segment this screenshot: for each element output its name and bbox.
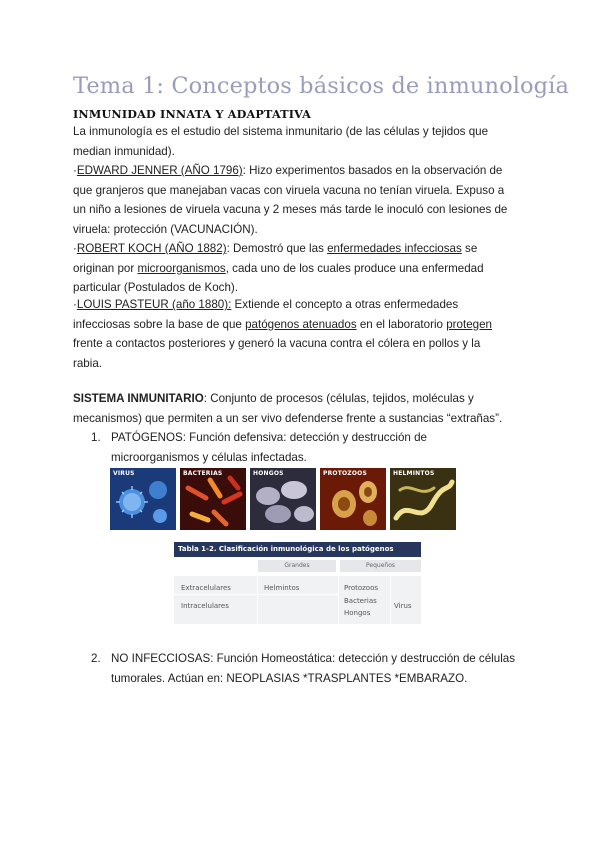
- list-item: [91, 649, 531, 689]
- picture-label: PROTOZOOS: [323, 470, 367, 477]
- helminth-image: [390, 468, 456, 530]
- sistema-term: SISTEMA INMUNITARIO: [73, 392, 204, 405]
- list-item-line: PATÓGENOS: Función defensiva: detección y destrucción de: [111, 431, 427, 444]
- pasteur-line: frente a contactos posteriores y generó la vacuna contra el cólera en pollos y la: [73, 337, 481, 351]
- sistema-paragraph: [73, 389, 533, 428]
- list-item-line: NO INFECCIOSAS: Función Homeostática: detección y destrucción de células: [111, 652, 516, 665]
- table-cell: Hongos: [344, 609, 371, 617]
- table-cell: Protozoos: [344, 584, 379, 592]
- table-caption: Tabla 1-2. Clasificación inmunológica de los patógenos: [174, 542, 421, 557]
- jenner-line: viruela: protección (VACUNACIÓN).: [73, 222, 258, 236]
- koch-line: originan por microorganismos, cada uno de los cuales produce una enfermedad: [73, 261, 484, 275]
- page-title: Tema 1: Conceptos básicos de inmunología: [73, 73, 569, 99]
- pasteur-line: infecciosas sobre la base de que patógenos atenuados en el laboratorio protegen: [73, 317, 492, 331]
- koch-line: particular (Postulados de Koch).: [73, 281, 238, 295]
- table-column-header: Pequeños: [340, 560, 421, 572]
- protozoa-image: [320, 468, 386, 530]
- table-cell: Helmintos: [264, 584, 300, 592]
- jenner-line: un niño a lesiones de viruela vacuna y 2 meses más tarde le inoculó con lesiones de: [73, 203, 508, 217]
- sistema-line: mecanismos) que permiten a un ser vivo defenderse frente a sustancias “extrañas”.: [73, 411, 503, 425]
- fungi-image: [250, 468, 316, 530]
- koch-name: ROBERT KOCH (AÑO 1882): [76, 242, 227, 255]
- sistema-line: SISTEMA INMUNITARIO: Conjunto de procesos (células, tejidos, moléculas y: [73, 392, 474, 405]
- table-column-header: Grandes: [258, 560, 336, 572]
- picture-label: HONGOS: [253, 470, 284, 477]
- pathogen-images: [110, 468, 460, 530]
- table-row-header: Extracelulares: [181, 584, 231, 592]
- intro-line: median inmunidad).: [73, 144, 175, 158]
- jenner-paragraph: [73, 161, 533, 239]
- list-number: 2.: [91, 652, 101, 665]
- jenner-line: ·EDWARD JENNER (AÑO 1796): Hizo experimentos basados en la observación de: [73, 164, 503, 177]
- picture-label: HELMINTOS: [393, 470, 435, 477]
- intro-line: La inmunología es el estudio del sistema inmunitario (de las células y tejidos que: [73, 125, 489, 138]
- jenner-name: EDWARD JENNER (AÑO 1796): [76, 164, 243, 177]
- pasteur-paragraph: [73, 295, 533, 373]
- classification-table: [174, 542, 421, 624]
- list-item-line: tumorales. Actúan en: NEOPLASIAS *TRASPLANTES *EMBARAZO.: [111, 671, 468, 685]
- table-cell: Virus: [394, 602, 412, 610]
- list-number: 1.: [91, 431, 101, 444]
- picture-label: BACTERIAS: [183, 470, 223, 477]
- table-row-header: Intracelulares: [181, 602, 229, 610]
- pasteur-line: rabia.: [73, 356, 103, 370]
- pasteur-line: ·LOUIS PASTEUR (año 1880): Extiende el concepto a otras enfermedades: [73, 298, 459, 311]
- table-cell: Bacterias: [344, 597, 377, 605]
- list-item: [91, 428, 531, 468]
- koch-line: ·ROBERT KOCH (AÑO 1882): Demostró que las enfermedades infecciosas se: [73, 242, 478, 255]
- picture-label: VIRUS: [113, 470, 135, 477]
- section-heading: INMUNIDAD INNATA Y ADAPTATIVA: [73, 107, 312, 121]
- list-item-line: microorganismos y células infectadas.: [111, 450, 307, 464]
- virus-image: [110, 468, 176, 530]
- jenner-line: que granjeros que manejaban vacas con viruela vacuna no tenían viruela. Expuso a: [73, 183, 505, 197]
- intro-paragraph: [73, 122, 533, 161]
- pasteur-name: LOUIS PASTEUR (año 1880):: [76, 298, 232, 311]
- bacteria-image: [180, 468, 246, 530]
- koch-paragraph: [73, 239, 533, 298]
